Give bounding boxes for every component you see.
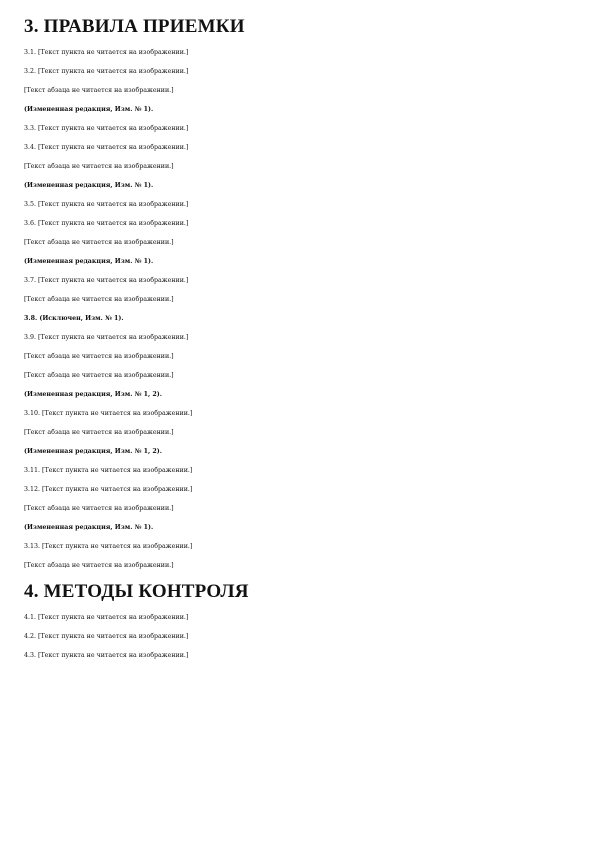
paragraph-3-1: 3.1. [Текст пункта не читается на изображении.] (24, 49, 189, 56)
amendment-note: (Измененная редакция, Изм. № 1). (24, 106, 154, 113)
paragraph-3-9-b: [Текст абзаца не читается на изображении.] (24, 353, 174, 360)
paragraph-4-2: 4.2. [Текст пункта не читается на изображении.] (24, 633, 189, 640)
paragraph-3-7-b: [Текст абзаца не читается на изображении.] (24, 296, 174, 303)
paragraph-3-7: 3.7. [Текст пункта не читается на изображении.] (24, 277, 189, 284)
amendment-note: (Измененная редакция, Изм. № 1). (24, 182, 154, 189)
paragraph-4-3: 4.3. [Текст пункта не читается на изображении.] (24, 652, 189, 659)
paragraph-3-5: 3.5. [Текст пункта не читается на изображении.] (24, 201, 189, 208)
section-4-title: 4. МЕТОДЫ КОНТРОЛЯ (24, 581, 249, 602)
paragraph-3-12-b: [Текст абзаца не читается на изображении.] (24, 505, 174, 512)
paragraph-3-4: 3.4. [Текст пункта не читается на изображении.] (24, 144, 189, 151)
paragraph-3-10-b: [Текст абзаца не читается на изображении.] (24, 429, 174, 436)
paragraph-3-2: 3.2. [Текст пункта не читается на изображении.] (24, 68, 189, 75)
paragraph-3-2-b: [Текст абзаца не читается на изображении.] (24, 87, 174, 94)
paragraph-3-10: 3.10. [Текст пункта не читается на изображении.] (24, 410, 193, 417)
amendment-note: (Измененная редакция, Изм. № 1, 2). (24, 448, 162, 455)
paragraph-4-1: 4.1. [Текст пункта не читается на изображении.] (24, 614, 189, 621)
paragraph-3-6-b: [Текст абзаца не читается на изображении.] (24, 239, 174, 246)
amendment-note: (Измененная редакция, Изм. № 1). (24, 258, 154, 265)
paragraph-3-8: 3.8. (Исключен, Изм. № 1). (24, 315, 124, 322)
paragraph-3-6: 3.6. [Текст пункта не читается на изображении.] (24, 220, 189, 227)
section-3-title: 3. ПРАВИЛА ПРИЕМКИ (24, 16, 245, 37)
amendment-note: (Измененная редакция, Изм. № 1, 2). (24, 391, 162, 398)
paragraph-3-12: 3.12. [Текст пункта не читается на изображении.] (24, 486, 193, 493)
paragraph-3-9: 3.9. [Текст пункта не читается на изображении.] (24, 334, 189, 341)
paragraph-3-9-c: [Текст абзаца не читается на изображении.] (24, 372, 174, 379)
amendment-note: (Измененная редакция, Изм. № 1). (24, 524, 154, 531)
paragraph-3-4-b: [Текст абзаца не читается на изображении.] (24, 163, 174, 170)
paragraph-3-13-b: [Текст абзаца не читается на изображении.] (24, 562, 174, 569)
paragraph-3-3: 3.3. [Текст пункта не читается на изображении.] (24, 125, 189, 132)
paragraph-3-11: 3.11. [Текст пункта не читается на изображении.] (24, 467, 193, 474)
paragraph-3-13: 3.13. [Текст пункта не читается на изображении.] (24, 543, 193, 550)
